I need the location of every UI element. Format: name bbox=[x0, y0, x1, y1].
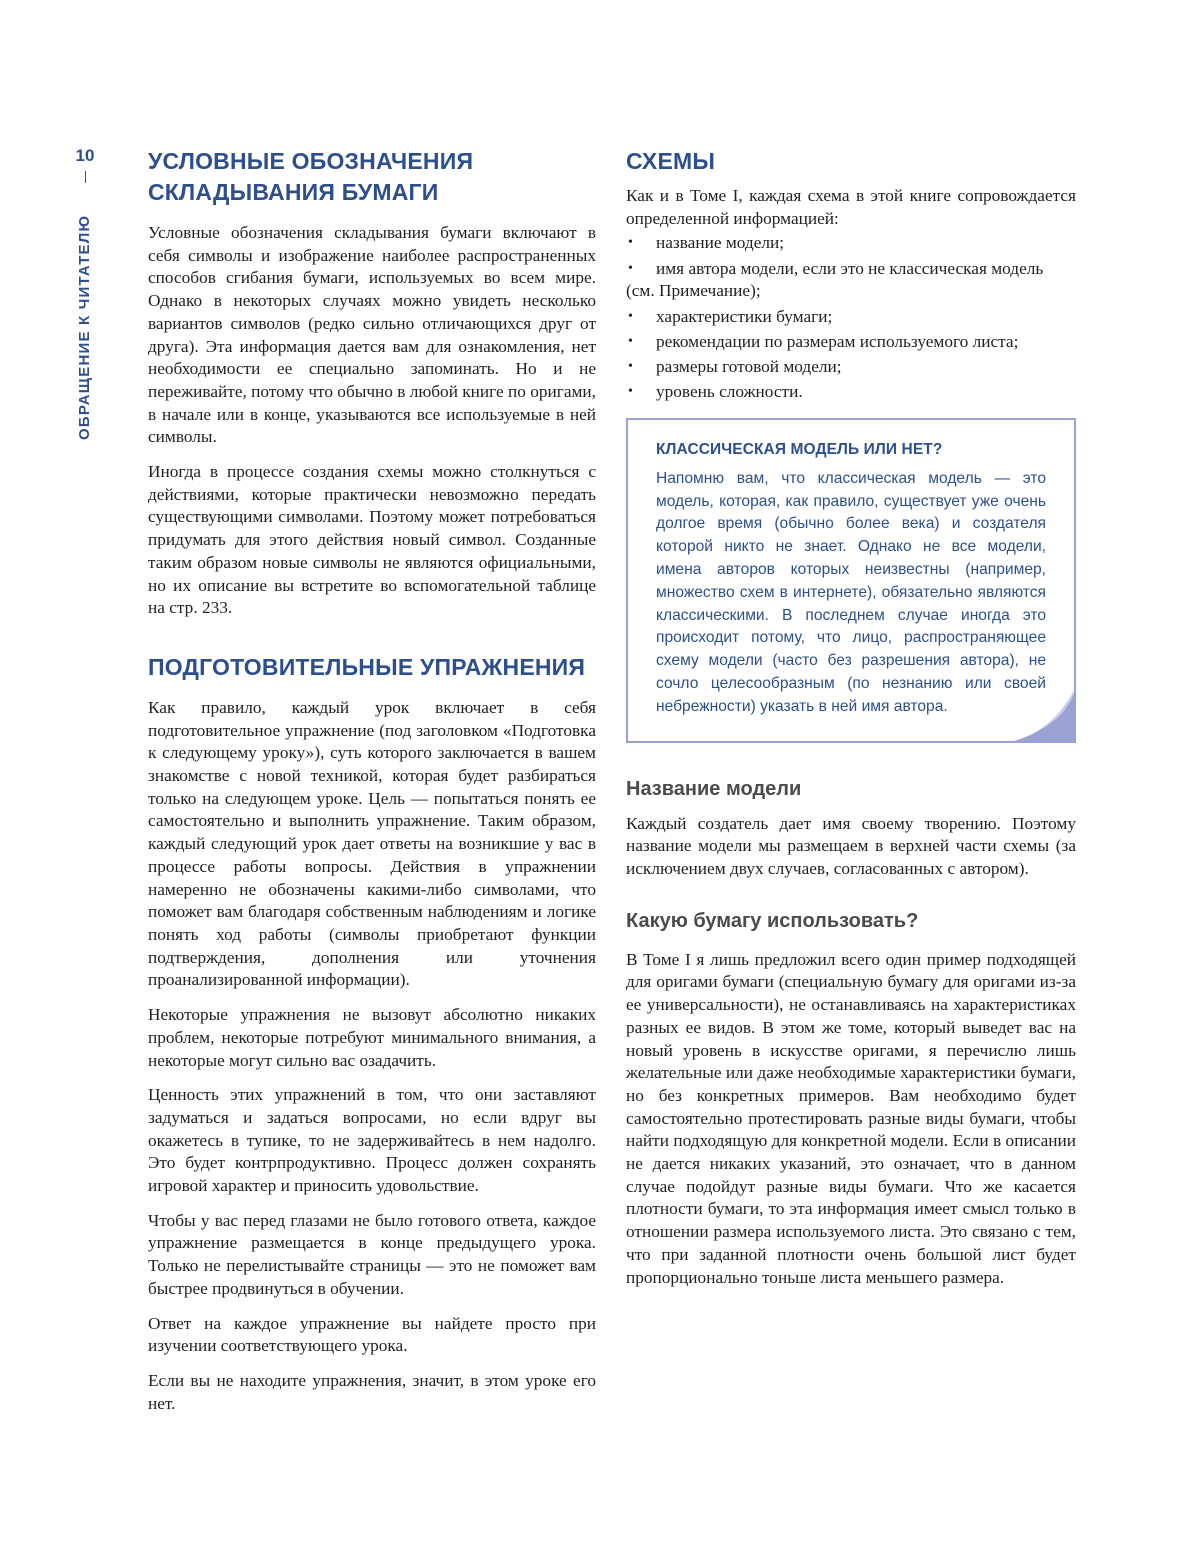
right-column bbox=[626, 146, 1076, 1289]
list-item: • имя автора модели, если это не классическая модель (см. Примечание); bbox=[626, 258, 1044, 301]
list-item: • рекомендации по размерам используемого листа; bbox=[626, 331, 1076, 354]
page-curl-icon bbox=[1006, 687, 1076, 743]
running-head: ОБРАЩЕНИЕ К ЧИТАТЕЛЮ bbox=[76, 214, 93, 440]
bullet-icon: • bbox=[628, 384, 633, 400]
callout-title: КЛАССИЧЕСКАЯ МОДЕЛЬ ИЛИ НЕТ? bbox=[656, 440, 943, 458]
bullet-icon: • bbox=[628, 358, 633, 374]
page-number: 10 bbox=[75, 146, 95, 165]
bullet-icon: • bbox=[628, 235, 633, 251]
section-heading-folding-symbols: УСЛОВНЫЕ ОБОЗНАЧЕНИЯ СКЛАДЫВАНИЯ БУМАГИ bbox=[148, 148, 474, 205]
margin-divider bbox=[85, 171, 86, 183]
paragraph: Некоторые упражнения не вызовут абсолютно никаких проблем, некоторые потребуют минимального внимания, а некоторые могут сильно вас озадачить. bbox=[148, 1005, 596, 1070]
paragraph: Условные обозначения складывания бумаги включают в себя символы и изображение наиболее распространенных способов сгибания бумаги, используемых во всем мире. Однако в некоторых случаях можно увидеть несколько вариантов символов (редко сильно отличающихся друг от друга). Эта информация дается вам для ознакомления, нет необходимости ее специально запоминать. Но и не переживайте, потому что обычно в любой книге по оригами, в начале или в конце, указываются все используемые в ней символы. bbox=[148, 223, 597, 447]
paragraph: Ответ на каждое упражнение вы найдете просто при изучении соответствующего урока. bbox=[148, 1313, 596, 1356]
subheading-which-paper: Какую бумагу использовать? bbox=[626, 909, 919, 932]
list-item: • название модели; bbox=[626, 232, 1076, 255]
diagram-info-list bbox=[626, 232, 1076, 403]
paragraph: Если вы не находите упражнения, значит, в этом уроке его нет. bbox=[148, 1370, 596, 1413]
list-item: • уровень сложности. bbox=[626, 381, 1076, 404]
bullet-icon: • bbox=[628, 333, 633, 349]
list-item: • характеристики бумаги; bbox=[626, 306, 1076, 329]
bullet-icon: • bbox=[628, 260, 633, 276]
callout-text: Напомню вам, что классическая модель — это модель, которая, как правило, существует уже очень долгое время (обычно более века) и создателя которой никто не знает. Однако не все модели, имена авторов которых неизвестны (например, множество схем в интернете), обязательно являются классическими. В последнем случае иногда это происходит потому, что лицо, распространяющее схему модели (часто без разрешения автора), не сочло целесообразным (по незнанию или своей небрежности) указать в ней имя автора. bbox=[656, 469, 1046, 715]
bullet-icon: • bbox=[628, 308, 633, 324]
subheading-model-name: Название модели bbox=[626, 777, 802, 800]
paragraph: Как и в Томе I, каждая схема в этой книге сопровождается определенной информацией: bbox=[626, 186, 1076, 228]
paragraph: Каждый создатель дает имя своему творению. Поэтому название модели мы размещаем в верхней части схемы (за исключением двух случаев, согласованных с автором). bbox=[626, 813, 1076, 878]
classic-model-callout bbox=[626, 418, 1076, 743]
list-item: • размеры готовой модели; bbox=[626, 356, 1076, 379]
paragraph: Чтобы у вас перед глазами не было готового ответа, каждое упражнение размещается в конце предыдущего урока. Только не перелистывайте страницы — это не поможет вам быстрее продвинуться в обучении. bbox=[148, 1210, 596, 1298]
section-heading-diagrams: СХЕМЫ bbox=[626, 148, 716, 174]
left-column bbox=[148, 146, 596, 1415]
paragraph: В Томе I я лишь предложил всего один пример подходящей для оригами бумаги (специальную бумагу для оригами из-за ее универсальности), не останавливаясь на характеристиках разных ее видов. В этом же томе, который выведет вас на новый уровень в искусстве оригами, я перечислю лишь желательные или даже необходимые характеристики бумаги, но без конкретных примеров. Вам необходимо будет самостоятельно протестировать разные виды бумаги, чтобы найти подходящую для конкретной модели. Если в описании не дается никаких указаний, это означает, что в данном случае подойдут разные виды бумаги. Что же касается плотности бумаги, то эта информация имеет смысл только в отношении размера используемого листа. Это связано с тем, что при заданной плотности очень большой лист будет пропорционально тоньше листа меньшего размера. bbox=[626, 949, 1076, 1287]
paragraph: Ценность этих упражнений в том, что они заставляют задуматься и задаться вопросами, но если вдруг вы окажетесь в тупике, то не задерживайтесь в нем надолго. Это будет контрпродуктивно. Процесс должен сохранять игровой характер и приносить удовольствие. bbox=[148, 1085, 596, 1196]
paragraph: Иногда в процессе создания схемы можно столкнуться с действиями, которые практически невозможно передать существующими символами. Поэтому может потребоваться придумать для этого действия новый символ. Созданные таким образом новые символы не являются официальными, но их описание вы встретите во вспомогательной таблице на стр. 233. bbox=[148, 462, 596, 618]
section-heading-preparatory-exercises: ПОДГОТОВИТЕЛЬНЫЕ УПРАЖНЕНИЯ bbox=[148, 653, 586, 680]
paragraph: Как правило, каждый урок включает в себя подготовительное упражнение (под заголовком «Подготовка к следующему уроку»), суть которого заключается в вашем знакомстве с новой техникой, которая будет разбираться только на следующем уроке. Цель — попытаться понять ее самостоятельно и выполнить упражнение. Таким образом, каждый следующий урок дает ответы на возникшие у вас в процессе работы вопросы. Действия в упражнении намеренно не обозначены какими-либо символами, что поможет вам благодаря собственным наблюдениям и логике понять ход работы (символы приобретают функции подтверждения, дополнения или уточнения проанализированной информации). bbox=[148, 697, 596, 990]
